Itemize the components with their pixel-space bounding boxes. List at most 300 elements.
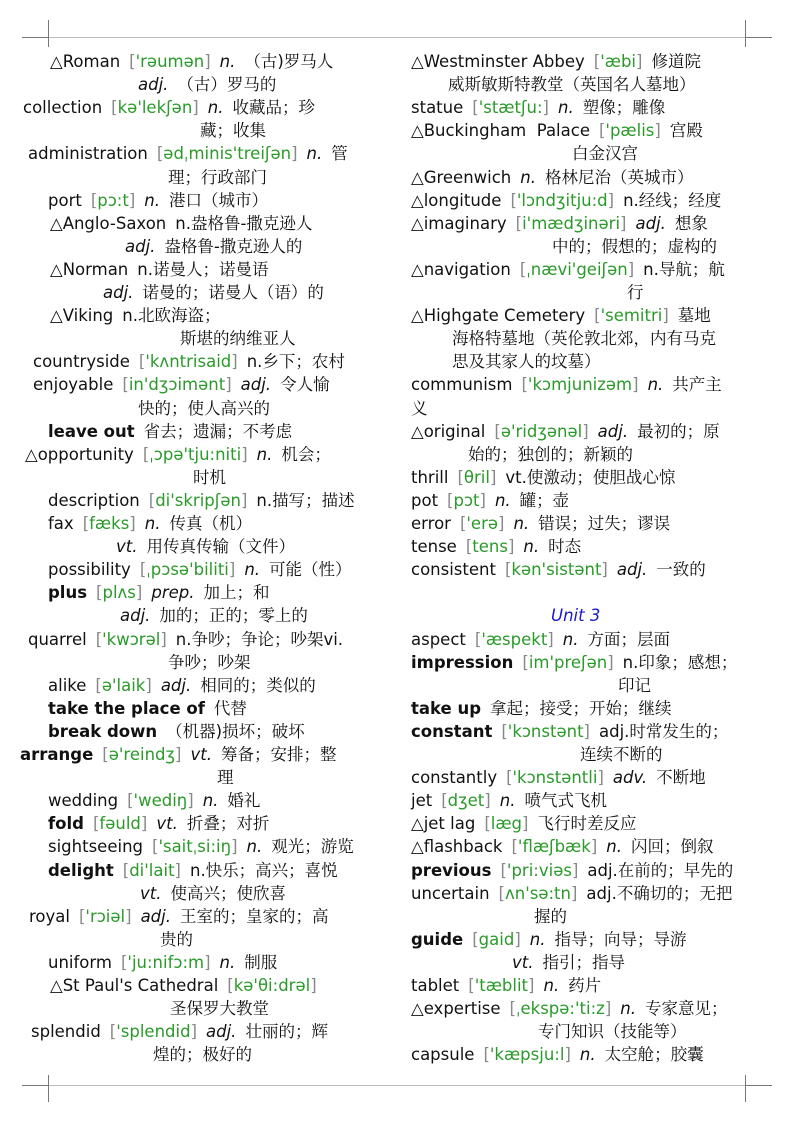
phonetic (499, 884, 578, 903)
headword: wedding (48, 791, 119, 811)
phonetic-text: dʒet (447, 791, 485, 811)
entry-line (448, 73, 705, 96)
phonetic (594, 306, 669, 325)
definition: 理；行政部门 (168, 167, 267, 187)
bracket-open: [ (120, 952, 128, 972)
part-of-speech: adj. (138, 75, 169, 95)
entry-line (28, 628, 352, 651)
definition: 观光；游览 (271, 837, 354, 857)
phonetic-text: 'saitˌsi:iŋ (158, 837, 232, 857)
definition: n.争吵；争论；吵架vi. (175, 629, 344, 649)
headword: △navigation (411, 259, 511, 279)
bracket-open: [ (457, 467, 464, 487)
definition: 药片 (568, 976, 602, 995)
phonetic-text: 'semitri (600, 306, 663, 326)
entry-line (140, 882, 295, 905)
part-of-speech: adj. (125, 236, 156, 256)
headword: △Westminster Abbey (411, 52, 585, 71)
definition: n.盎格鲁-撒克逊人 (175, 213, 313, 233)
part-of-speech: prep. (151, 583, 195, 603)
definition: 中的；假想的；虚构的 (552, 236, 717, 256)
phonetic (123, 861, 181, 880)
entry-line (50, 258, 277, 281)
entry-line (180, 327, 305, 350)
phonetic (472, 930, 521, 949)
part-of-speech: adj. (597, 421, 629, 441)
headword: royal (29, 906, 70, 926)
entry-line (48, 835, 363, 858)
entry-line (33, 350, 354, 373)
definition: 时态 (548, 537, 582, 557)
phonetic-text: 'kæpsju:l (489, 1045, 565, 1065)
definition: 省去；遗漏；不考虑 (143, 421, 293, 441)
phonetic-text: 'stætʃu: (478, 98, 543, 118)
entry-line (411, 558, 715, 581)
bracket-open: [ (484, 814, 491, 834)
entry-line (411, 651, 746, 674)
bracket-close: ] (228, 560, 236, 580)
bracket-open: [ (78, 906, 86, 926)
definition: 制服 (244, 952, 278, 972)
headword: △expertise (411, 999, 501, 1019)
phonetic (121, 953, 211, 972)
definition: 白金汉宫 (572, 144, 638, 164)
bracket-close: ] (231, 352, 238, 372)
headword: △imaginary (411, 213, 507, 233)
bracket-close: ] (160, 629, 167, 649)
bracket-close: ] (620, 213, 627, 233)
phonetic-text: kən'sistənt (511, 560, 602, 580)
bracket-close: ] (627, 259, 635, 279)
entry-line (411, 258, 734, 281)
bracket-open: [ (138, 352, 146, 372)
definition: 婚礼 (227, 791, 261, 811)
definition: 诺曼的；诺曼人（语）的 (142, 283, 324, 302)
phonetic (102, 745, 181, 764)
part-of-speech: n. (647, 375, 664, 395)
headword: △St Paul's Cathedral (50, 976, 219, 995)
phonetic (93, 814, 147, 833)
headword: collection (23, 98, 103, 118)
bracket-close: ] (547, 629, 554, 649)
phonetic (152, 837, 238, 856)
phonetic-text: 'æspekt (481, 629, 548, 649)
phonetic (506, 768, 604, 787)
bracket-open: [ (95, 629, 103, 649)
entry-line (48, 789, 269, 812)
definition: n.诺曼人；诺曼语 (137, 259, 269, 279)
definition: （机器)损坏；破坏 (166, 721, 305, 741)
phonetic-text: 'erə (466, 514, 499, 533)
bracket-open: [ (156, 144, 164, 164)
bracket-open: [ (122, 375, 129, 395)
phonetic (457, 468, 496, 487)
bracket-close: ] (190, 1022, 198, 1042)
part-of-speech: n. (620, 999, 636, 1019)
definition: 相同的；类似的 (200, 675, 316, 695)
entry-line (48, 189, 277, 212)
entry-line (411, 766, 715, 789)
entry-line (50, 50, 342, 73)
definition: adj.不确切的；无把 (586, 883, 733, 903)
entry-line (411, 859, 742, 882)
definition: 拿起；接受；开始；继续 (490, 698, 672, 718)
part-of-speech: n. (520, 167, 536, 187)
bracket-open: [ (494, 421, 501, 441)
definition: 理 (217, 768, 234, 788)
entry-line (25, 443, 340, 466)
definition: 管 (331, 144, 348, 164)
part-of-speech: n. (543, 976, 560, 995)
bracket-open: [ (95, 675, 102, 695)
part-of-speech: n. (523, 537, 540, 557)
headword: △Viking (50, 306, 114, 326)
bracket-close: ] (125, 906, 132, 926)
entry-line (411, 119, 712, 142)
bracket-open: [ (515, 213, 523, 233)
bracket-open: [ (522, 652, 529, 672)
entry-line (580, 743, 672, 766)
definition: 令人愉 (280, 375, 330, 395)
definition: 斯堪的纳维亚人 (180, 329, 296, 349)
phonetic (505, 560, 608, 579)
phonetic (483, 1045, 570, 1064)
headword: tense (411, 537, 457, 557)
definition: 不断地 (656, 768, 706, 788)
bracket-close: ] (204, 52, 211, 71)
bracket-open: [ (594, 306, 601, 326)
headword: uniform (48, 952, 112, 972)
phonetic-text: 'kɔnstənt (507, 721, 584, 741)
headword: error (411, 514, 451, 533)
bracket-close: ] (632, 375, 639, 395)
entry-line (551, 604, 609, 627)
bracket-close: ] (479, 490, 486, 510)
bracket-close: ] (175, 745, 182, 764)
entry-line (50, 212, 321, 235)
definition: 藏；收集 (200, 121, 266, 141)
definition: 海格特墓地（英伦敦北郊，内有马克 (452, 329, 716, 349)
bracket-close: ] (597, 768, 604, 788)
part-of-speech: n. (494, 490, 511, 510)
part-of-speech: n. (562, 629, 579, 649)
part-of-speech: adj. (120, 606, 151, 626)
entry-line (411, 420, 729, 443)
definition: 想象 (674, 213, 708, 233)
headword-phrase: take the place of (48, 698, 205, 718)
entry-line (572, 142, 647, 165)
definition: 共产主 (672, 375, 722, 395)
bracket-open: [ (472, 929, 479, 949)
entry-line (29, 905, 337, 928)
entry-line (168, 166, 276, 189)
entry-line (452, 350, 610, 373)
phonetic-text: ədˌminis'treiʃən (163, 144, 292, 164)
phonetic-text: ə'ridʒənəl (500, 421, 583, 441)
definition: 时机 (193, 467, 226, 487)
phonetic (157, 144, 298, 163)
phonetic (447, 491, 486, 510)
phonetic (516, 214, 627, 233)
headword: △Anglo-Saxon (50, 213, 167, 233)
headword: consistent (411, 560, 496, 580)
headword: possibility (48, 560, 131, 580)
headword: communism (411, 375, 513, 395)
part-of-speech: n. (219, 952, 236, 972)
phonetic (110, 1022, 197, 1041)
part-of-speech: adj. (616, 560, 648, 580)
bracket-open: [ (139, 560, 147, 580)
entry-line (48, 489, 364, 512)
headword-phrase: guide (411, 929, 464, 949)
phonetic (475, 630, 554, 649)
entry-line (48, 558, 361, 581)
phonetic (441, 791, 491, 810)
entry-line (28, 142, 357, 165)
bracket-open: [ (96, 583, 103, 603)
headword-phrase: plus (48, 583, 88, 603)
entry-line (411, 466, 684, 489)
headword: aspect (411, 629, 466, 649)
phonetic (96, 583, 142, 602)
bracket-open: [ (82, 514, 90, 533)
part-of-speech: n. (207, 98, 224, 118)
phonetic (510, 191, 614, 210)
definition: 塑像；雕像 (582, 98, 666, 118)
definition: 加上；和 (203, 583, 270, 603)
definition: 争吵；吵架 (168, 652, 251, 672)
bracket-close: ] (187, 791, 194, 811)
phonetic (129, 52, 211, 71)
phonetic-text: gaid (478, 929, 515, 949)
part-of-speech: adj. (140, 906, 171, 926)
bracket-open: [ (519, 259, 527, 279)
bracket-close: ] (129, 514, 136, 533)
definition: 喷气式飞机 (524, 791, 607, 811)
phonetic-text: ˌnævi'geiʃən (526, 259, 628, 279)
part-of-speech: adj. (103, 283, 134, 302)
phonetic (140, 560, 236, 579)
part-of-speech: vt. (156, 814, 178, 834)
entry-line (411, 512, 679, 535)
phonetic (520, 260, 634, 279)
part-of-speech: vt. (190, 745, 212, 764)
phonetic (95, 676, 151, 695)
headword-phrase: impression (411, 652, 514, 672)
headword: △Norman (50, 259, 129, 279)
phonetic (522, 653, 613, 672)
bracket-open: [ (127, 791, 134, 811)
entry-line (48, 859, 347, 882)
bracket-close: ] (240, 490, 248, 510)
bracket-close: ] (507, 537, 515, 557)
phonetic (599, 121, 661, 140)
phonetic (460, 514, 505, 533)
definition: 贵的 (160, 929, 193, 949)
phonetic-text: fəuld (99, 814, 141, 834)
bracket-open: [ (501, 721, 508, 741)
headword: countryside (33, 352, 130, 372)
part-of-speech: n. (202, 791, 219, 811)
definition: 指导；向导；导游 (554, 929, 687, 949)
headword: jet (411, 791, 433, 811)
definition: n.印象；感想； (622, 652, 738, 672)
definition: 连续不断的 (580, 745, 663, 764)
entry-line (411, 535, 590, 558)
entry-line (552, 235, 726, 258)
headword: △original (411, 421, 486, 441)
phonetic-text: ə'laik (101, 675, 146, 695)
entry-line (20, 743, 345, 766)
bracket-open: [ (504, 560, 512, 580)
phonetic (466, 537, 515, 556)
definition: 传真（机） (169, 514, 252, 533)
definition: 墓地 (677, 306, 711, 326)
headword-phrase: break down (48, 721, 158, 741)
headword: capsule (411, 1045, 475, 1065)
bracket-close: ] (582, 421, 589, 441)
phonetic-text: di'lait (129, 860, 175, 880)
phonetic-text: i'mædʒinəri (522, 213, 621, 233)
phonetic (91, 191, 135, 210)
bracket-close: ] (128, 190, 136, 210)
headword: statue (411, 98, 464, 118)
bracket-open: [ (122, 860, 130, 880)
phonetic-text: kə'lekʃən (117, 98, 193, 118)
bracket-close: ] (636, 52, 643, 71)
phonetic-text: 'tæblit (474, 976, 529, 995)
part-of-speech: adj. (160, 675, 192, 695)
headword-phrase: take up (411, 698, 482, 718)
entry-line (116, 535, 304, 558)
phonetic-text: ə'reindʒ (108, 745, 176, 764)
bottom-margin-rule (49, 1085, 745, 1086)
headword: △longitude (411, 190, 502, 210)
bracket-open: [ (506, 768, 513, 788)
entry-line (153, 1043, 261, 1066)
definition: 机会； (281, 444, 331, 464)
definition: 壮丽的；辉 (245, 1022, 328, 1042)
definition: 闪回；倒叙 (630, 837, 714, 857)
entry-line (48, 812, 278, 835)
definition: 一致的 (656, 560, 706, 580)
phonetic-text: 'pælis (605, 121, 655, 141)
bracket-close: ] (484, 791, 491, 811)
bracket-close: ] (601, 560, 608, 580)
phonetic (468, 976, 534, 995)
entry-line (48, 951, 286, 974)
bracket-open: [ (498, 883, 505, 903)
phonetic (96, 630, 167, 649)
bracket-close: ] (528, 976, 535, 995)
phonetic-text: ˌekspə:'ti:z (515, 999, 605, 1019)
entry-line (33, 373, 339, 396)
phonetic (484, 814, 528, 833)
definition: 快的；使人高兴的 (138, 398, 270, 418)
phonetic (111, 98, 199, 117)
definition: 专家意见； (644, 999, 728, 1019)
entry-line (48, 720, 314, 743)
definition: 可能（性） (269, 560, 352, 580)
bracket-open: [ (459, 514, 467, 533)
definition: 使高兴；使欣喜 (170, 883, 286, 903)
bracket-open: [ (102, 745, 109, 764)
entry-line (411, 189, 730, 212)
entry-line (411, 1043, 713, 1066)
bracket-open: [ (521, 375, 528, 395)
phonetic-text: 'rɔiəl (85, 906, 126, 926)
part-of-speech: adv. (612, 768, 648, 788)
part-of-speech: n. (256, 444, 273, 464)
entry-line (411, 974, 610, 997)
headword: tablet (411, 976, 460, 995)
entry-line (200, 119, 275, 142)
phonetic (83, 514, 136, 533)
entry-line (168, 651, 260, 674)
definition: 威斯敏斯特教堂（英国名人墓地） (448, 75, 696, 95)
headword: constantly (411, 768, 498, 788)
part-of-speech: vt. (140, 883, 162, 903)
entry-line (411, 789, 616, 812)
part-of-speech: vt. (116, 537, 138, 557)
bracket-open: [ (441, 791, 448, 811)
headword: △flashback (411, 837, 503, 857)
definition: 格林尼治（英城市） (544, 167, 694, 187)
bracket-open: [ (111, 98, 118, 118)
bracket-close: ] (140, 814, 148, 834)
definition: 始的；独创的；新颖的 (468, 444, 633, 464)
headword: pot (411, 490, 439, 510)
entry-line (48, 697, 256, 720)
entry-line (627, 281, 653, 304)
part-of-speech: n. (529, 929, 546, 949)
entry-line (48, 512, 261, 535)
part-of-speech: n. (219, 52, 236, 71)
headword-phrase: leave out (48, 421, 135, 441)
bracket-open: [ (129, 52, 136, 71)
bracket-open: [ (447, 490, 454, 510)
phonetic (594, 52, 643, 71)
definition: 折叠；对折 (186, 814, 270, 834)
definition: 错误；过失；谬误 (538, 514, 671, 533)
entry-line (411, 697, 681, 720)
bracket-close: ] (662, 306, 669, 326)
bracket-close: ] (204, 952, 211, 972)
entry-line (160, 928, 202, 951)
definition: n.经线；经度 (623, 190, 722, 210)
headword-phrase: constant (411, 721, 493, 741)
definition: 收藏品；珍 (232, 98, 315, 118)
headword: △Highgate Cemetery (411, 306, 586, 326)
entry-line (23, 96, 324, 119)
phonetic-text: 'flæʃbæk (517, 837, 591, 857)
headword: administration (28, 144, 148, 164)
headword-phrase: fold (48, 814, 84, 834)
entry-line (512, 951, 634, 974)
entry-line (125, 235, 311, 258)
entry-line (468, 443, 642, 466)
entry-line (411, 720, 737, 743)
bracket-open: [ (468, 976, 475, 995)
definition: 握的 (534, 906, 567, 926)
entry-line (411, 397, 437, 420)
definition: n.导航；航 (643, 259, 725, 279)
part-of-speech: n. (244, 560, 261, 580)
top-margin-rule (49, 37, 745, 38)
part-of-speech: adj. (635, 213, 666, 233)
phonetic-text: fæks (89, 514, 130, 533)
entry-line (138, 397, 279, 420)
